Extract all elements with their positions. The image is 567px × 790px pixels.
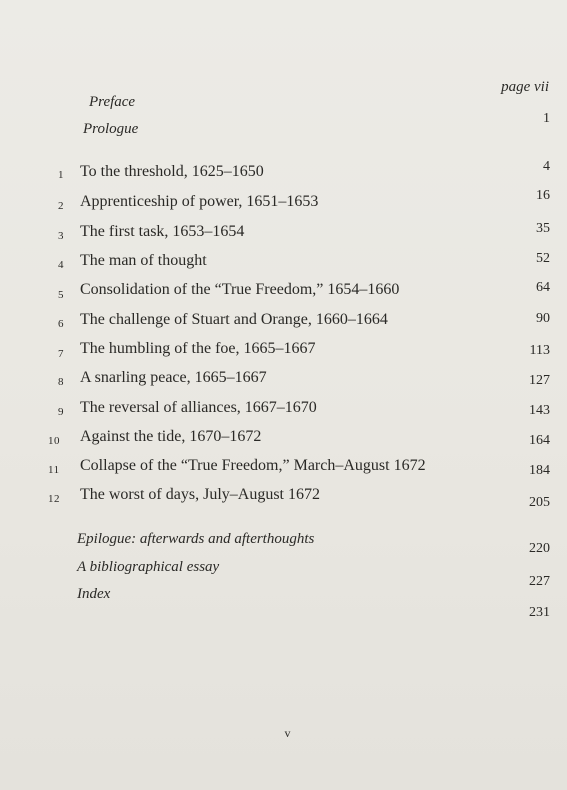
chapter-number: 8 bbox=[58, 376, 64, 388]
chapter-title: Collapse of the “True Freedom,” March–August 1672 bbox=[80, 457, 426, 474]
chapter-title: Against the tide, 1670–1672 bbox=[80, 428, 262, 445]
chapter-title: The worst of days, July–August 1672 bbox=[80, 486, 320, 503]
chapter-page: 16 bbox=[536, 188, 550, 203]
chapter-page: 52 bbox=[536, 251, 550, 266]
chapter-title: The man of thought bbox=[80, 252, 207, 269]
chapter-title: The first task, 1653–1654 bbox=[80, 223, 245, 240]
back-matter-page: 220 bbox=[529, 541, 550, 556]
chapter-page: 35 bbox=[536, 221, 550, 236]
chapter-title: Consolidation of the “True Freedom,” 1654–1660 bbox=[80, 281, 400, 298]
chapter-number: 2 bbox=[58, 200, 64, 212]
chapter-page: 113 bbox=[529, 343, 550, 358]
chapter-number: 6 bbox=[58, 318, 64, 330]
chapter-page: 64 bbox=[536, 280, 550, 295]
back-matter-page: 231 bbox=[529, 605, 550, 620]
front-matter-title: Prologue bbox=[83, 121, 139, 137]
page-label: page vii bbox=[501, 79, 549, 95]
chapter-title: The humbling of the foe, 1665–1667 bbox=[80, 340, 316, 357]
chapter-number: 4 bbox=[58, 259, 64, 271]
back-matter-page: 227 bbox=[529, 574, 550, 589]
chapter-page: 90 bbox=[536, 311, 550, 326]
back-matter-title: A bibliographical essay bbox=[77, 559, 220, 575]
chapter-number: 10 bbox=[48, 435, 60, 447]
front-matter-page: 1 bbox=[543, 111, 550, 126]
chapter-number: 12 bbox=[48, 493, 60, 505]
chapter-page: 205 bbox=[529, 495, 550, 510]
chapter-page: 4 bbox=[543, 159, 550, 174]
chapter-page: 143 bbox=[529, 403, 550, 418]
chapter-number: 1 bbox=[58, 169, 64, 181]
chapter-page: 164 bbox=[529, 433, 550, 448]
page-folio: v bbox=[284, 726, 291, 740]
chapter-title: A snarling peace, 1665–1667 bbox=[80, 369, 267, 386]
chapter-page: 127 bbox=[529, 373, 550, 388]
back-matter-title: Epilogue: afterwards and afterthoughts bbox=[77, 531, 315, 547]
chapter-title: To the threshold, 1625–1650 bbox=[80, 163, 264, 180]
back-matter-title: Index bbox=[77, 586, 111, 602]
chapter-number: 7 bbox=[58, 348, 64, 360]
chapter-title: The challenge of Stuart and Orange, 1660–1664 bbox=[80, 311, 388, 328]
chapter-title: The reversal of alliances, 1667–1670 bbox=[80, 399, 317, 416]
chapter-number: 5 bbox=[58, 289, 64, 301]
chapter-page: 184 bbox=[529, 463, 550, 478]
chapter-number: 11 bbox=[48, 464, 60, 476]
chapter-number: 9 bbox=[58, 406, 64, 418]
chapter-number: 3 bbox=[58, 230, 64, 242]
front-matter-title: Preface bbox=[89, 94, 136, 110]
chapter-title: Apprenticeship of power, 1651–1653 bbox=[80, 193, 319, 210]
